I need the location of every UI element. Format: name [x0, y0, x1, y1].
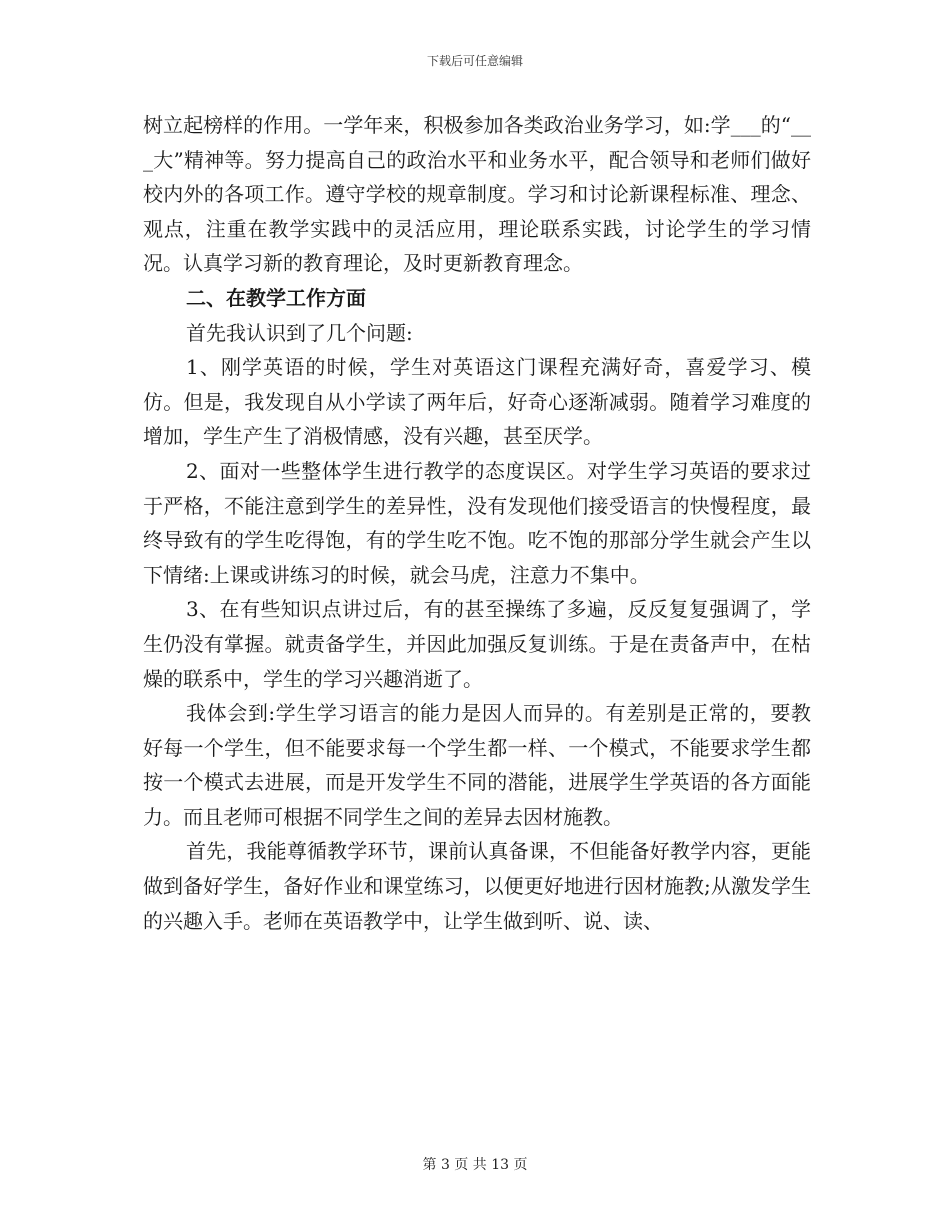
document-body [143, 108, 811, 938]
paragraph-intro: 首先我认识到了几个问题: [186, 320, 413, 345]
paragraph-point-1: 1、刚学英语的时候，学生对英语这门课程充满好奇，喜爱学习、模仿。但是，我发现自从小学读了两年后，好奇心逐渐减弱。随着学习难度的增加，学生产生了消极情感，没有兴趣，甚至厌学。 [143, 355, 811, 449]
paragraph-reflection: 我体会到:学生学习语言的能力是因人而异的。有差别是正常的，要教好每一个学生，但不能要求每一个学生都一样、一个模式，不能要求学生都按一个模式去进展，而是开发学生不同的潜能，进展学生学英语的各方面能力。而且老师可根据不同学生之间的差异去因材施教。 [143, 701, 811, 829]
paragraph-point-2: 2、面对一些整体学生进行教学的态度误区。对学生学习英语的要求过于严格，不能注意到学生的差异性，没有发现他们接受语言的快慢程度，最终导致有的学生吃得饱，有的学生吃不饱。吃不饱的那部分学生就会产生以下情绪:上课或讲练习的时候，就会马虎，注意力不集中。 [143, 458, 811, 587]
paragraph-method: 首先，我能尊循教学环节，课前认真备课，不但能备好教学内容，更能做到备好学生，备好作业和课堂练习，以便更好地进行因材施教;从激发学生的兴趣入手。老师在英语教学中，让学生做到听、说、读、 [143, 839, 811, 933]
section-heading: 二、在教学工作方面 [186, 285, 366, 310]
paragraph-point-3: 3、在有些知识点讲过后，有的甚至操练了多遍，反反复复强调了，学生仍没有掌握。就责备学生，并因此加强反复训练。于是在责备声中，在枯燥的联系中，学生的学习兴趣消逝了。 [143, 597, 811, 691]
page-number: 第 3 页 共 13 页 [422, 1157, 528, 1173]
paragraph-continuation: 树立起榜样的作用。一学年来，积极参加各类政治业务学习，如:学___的“___大”精神等。努力提高自己的政治水平和业务水平，配合领导和老师们做好校内外的各项工作。遵守学校的规章制度。学习和讨论新课程标准、理念、观点，注重在教学实践中的灵活应用，理论联系实践，讨论学生的学习情况。认真学习新的教育理论，及时更新教育理念。 [143, 113, 811, 276]
page-header: 下载后可任意编辑 [426, 54, 523, 68]
